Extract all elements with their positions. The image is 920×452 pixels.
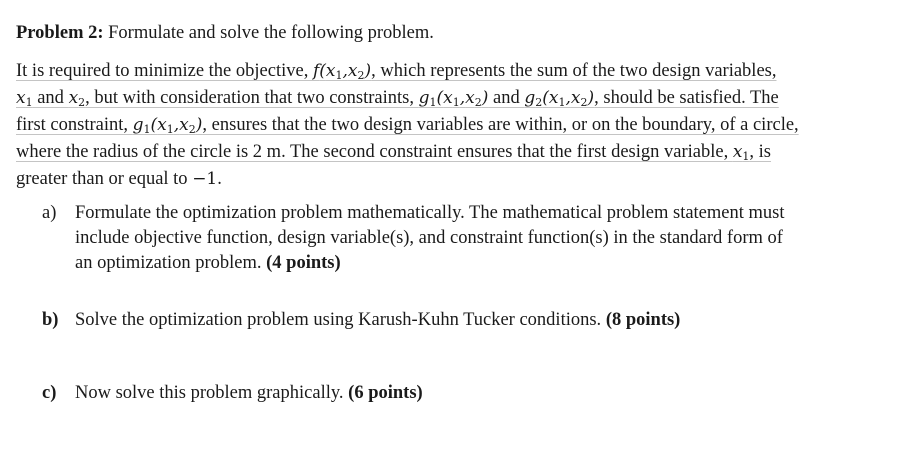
- problem-label: Problem 2:: [16, 23, 104, 43]
- part-c-marker: c): [42, 383, 57, 403]
- part-b-points: (8 points): [605, 310, 681, 330]
- part-b-marker: b): [42, 310, 59, 330]
- part-a-text: Formulate the optimization problem mathematically. The mathematical problem statement must include objective function, design variable(s), and constraint function(s) in the standard form of an optimization problem. (4 points): [75, 203, 785, 273]
- constraint-g2: $g_2(x_1,x_2)$: [524, 88, 595, 109]
- problem-statement: [16, 58, 868, 193]
- variable-x2: $x_2$: [68, 88, 86, 109]
- part-a-marker: a): [42, 203, 57, 223]
- part-c-text: Now solve this problem graphically. (6 points): [75, 383, 423, 403]
- statement-line-3: first constraint, $g_1(x_1,x_2)$, ensures that the two design variables are within, or on the boundary, of a circle,: [16, 115, 799, 136]
- constraint-g1: $g_1(x_1,x_2)$: [418, 88, 489, 109]
- problem-instruction: Formulate and solve the following problem.: [108, 23, 434, 43]
- statement-line-2: $x_1$ and $x_2$, but with consideration that two constraints, $g_1(x_1,x_2)$ and $g_2(x_1,x_2)$, should be satisfied. The: [16, 88, 779, 109]
- objective-f-x1-x2: $f(x_1,x_2)$: [312, 61, 372, 82]
- part-a-points: (4 points): [266, 253, 341, 273]
- problem-heading: [16, 22, 434, 44]
- part-b-text: Solve the optimization problem using Karush-Kuhn Tucker conditions. (8 points): [75, 310, 681, 330]
- constraint-g1-inline: $g_1(x_1,x_2)$: [132, 115, 203, 136]
- statement-line-5: greater than or equal to −1.: [16, 169, 222, 189]
- statement-line-4: where the radius of the circle is 2 m. The second constraint ensures that the first design variable, $x_1$, is: [16, 142, 772, 163]
- variable-x1: $x_1$: [16, 88, 33, 109]
- part-c-points: (6 points): [348, 383, 423, 403]
- statement-line-1: It is required to minimize the objective, $f(x_1,x_2)$, which represents the sum of the two design variables,: [16, 61, 777, 82]
- lower-bound-value: −1: [192, 169, 218, 189]
- variable-x1-inline: $x_1$: [732, 142, 750, 163]
